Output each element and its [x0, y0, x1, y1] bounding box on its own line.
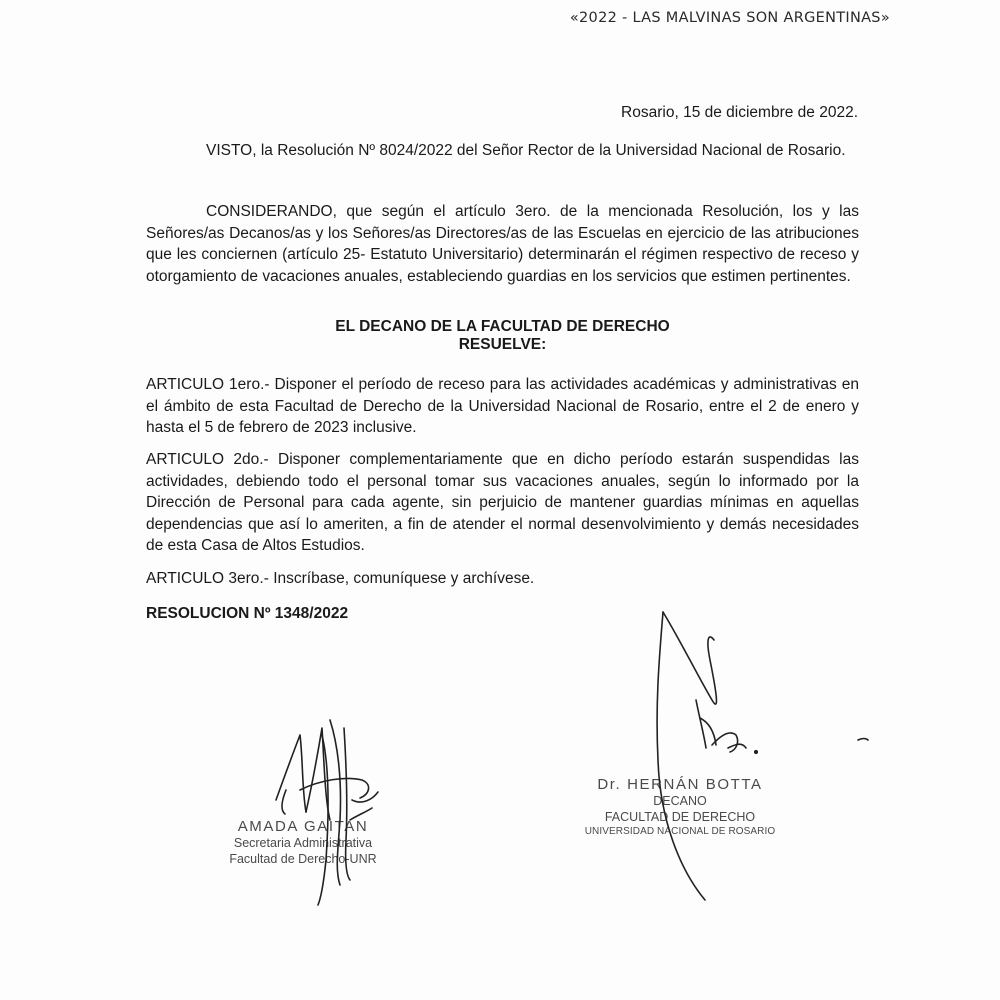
signer-name-right: Dr. HERNÁN BOTTA — [597, 776, 763, 793]
signature-stamp-left — [208, 818, 398, 867]
signature-right-scribble — [657, 612, 868, 900]
resolution-heading: EL DECANO DE LA FACULTAD DE DERECHO — [335, 318, 670, 335]
considerando-paragraph: CONSIDERANDO, que según el artículo 3ero. de la mencionada Resolución, los y las Señores/as Decanos/as y los Señores/as Directores/as de las Escuelas en ejercicio de las atribuciones que les conciernen (artículo 25- Estatuto Universitario) determinarán el régimen respectivo de receso y otorgamiento de vacaciones anuales, estableciendo guardias en los servicios que estimen pertinentes. — [146, 203, 859, 285]
resuelve-heading: RESUELVE: — [458, 336, 547, 353]
date-line: Rosario, 15 de diciembre de 2022. — [621, 104, 858, 121]
articulo-3-paragraph: ARTICULO 3ero.- Inscríbase, comuníquese y archívese. — [146, 570, 535, 587]
resolution-number: RESOLUCION Nº 1348/2022 — [146, 605, 349, 622]
visto-paragraph: VISTO, la Resolución Nº 8024/2022 del Señor Rector de la Universidad Nacional de Rosario. — [206, 142, 846, 159]
articulo-1-paragraph: ARTICULO 1ero.- Disponer el período de receso para las actividades académicas y administrativas en el ámbito de esta Facultad de Derecho de la Universidad Nacional de Rosario, entre el 2 de enero y hasta el 5 de febrero de 2023 inclusive. — [146, 376, 859, 437]
header-motto: «2022 - LAS MALVINAS SON ARGENTINAS» — [569, 10, 890, 26]
signer-institution-right: UNIVERSIDAD NACIONAL DE ROSARIO — [584, 826, 776, 837]
signer-role-left: Secretaria Administrativa — [233, 836, 373, 850]
articulo-2-paragraph: ARTICULO 2do.- Disponer complementariamente que en dicho período estarán suspendidas las actividades, debiendo todo el personal tomar sus vacaciones anuales, según lo informado por la Dirección de Personal para cada agente, sin perjuicio de mantener guardias mínimas en aquellas dependencias que así lo ameriten, a fin de atender el normal desenvolvimiento y demás necesidades de esta Casa de Altos Estudios. — [146, 451, 859, 555]
signer-name-left: AMADA GAITAN — [237, 818, 369, 835]
signer-role-right: DECANO — [653, 794, 707, 808]
signature-stamp-right — [580, 776, 780, 838]
signer-unit-right: FACULTAD DE DERECHO — [604, 810, 756, 824]
signer-unit-left: Facultad de Derecho-UNR — [229, 852, 377, 866]
signature-left-scribble — [276, 720, 378, 905]
